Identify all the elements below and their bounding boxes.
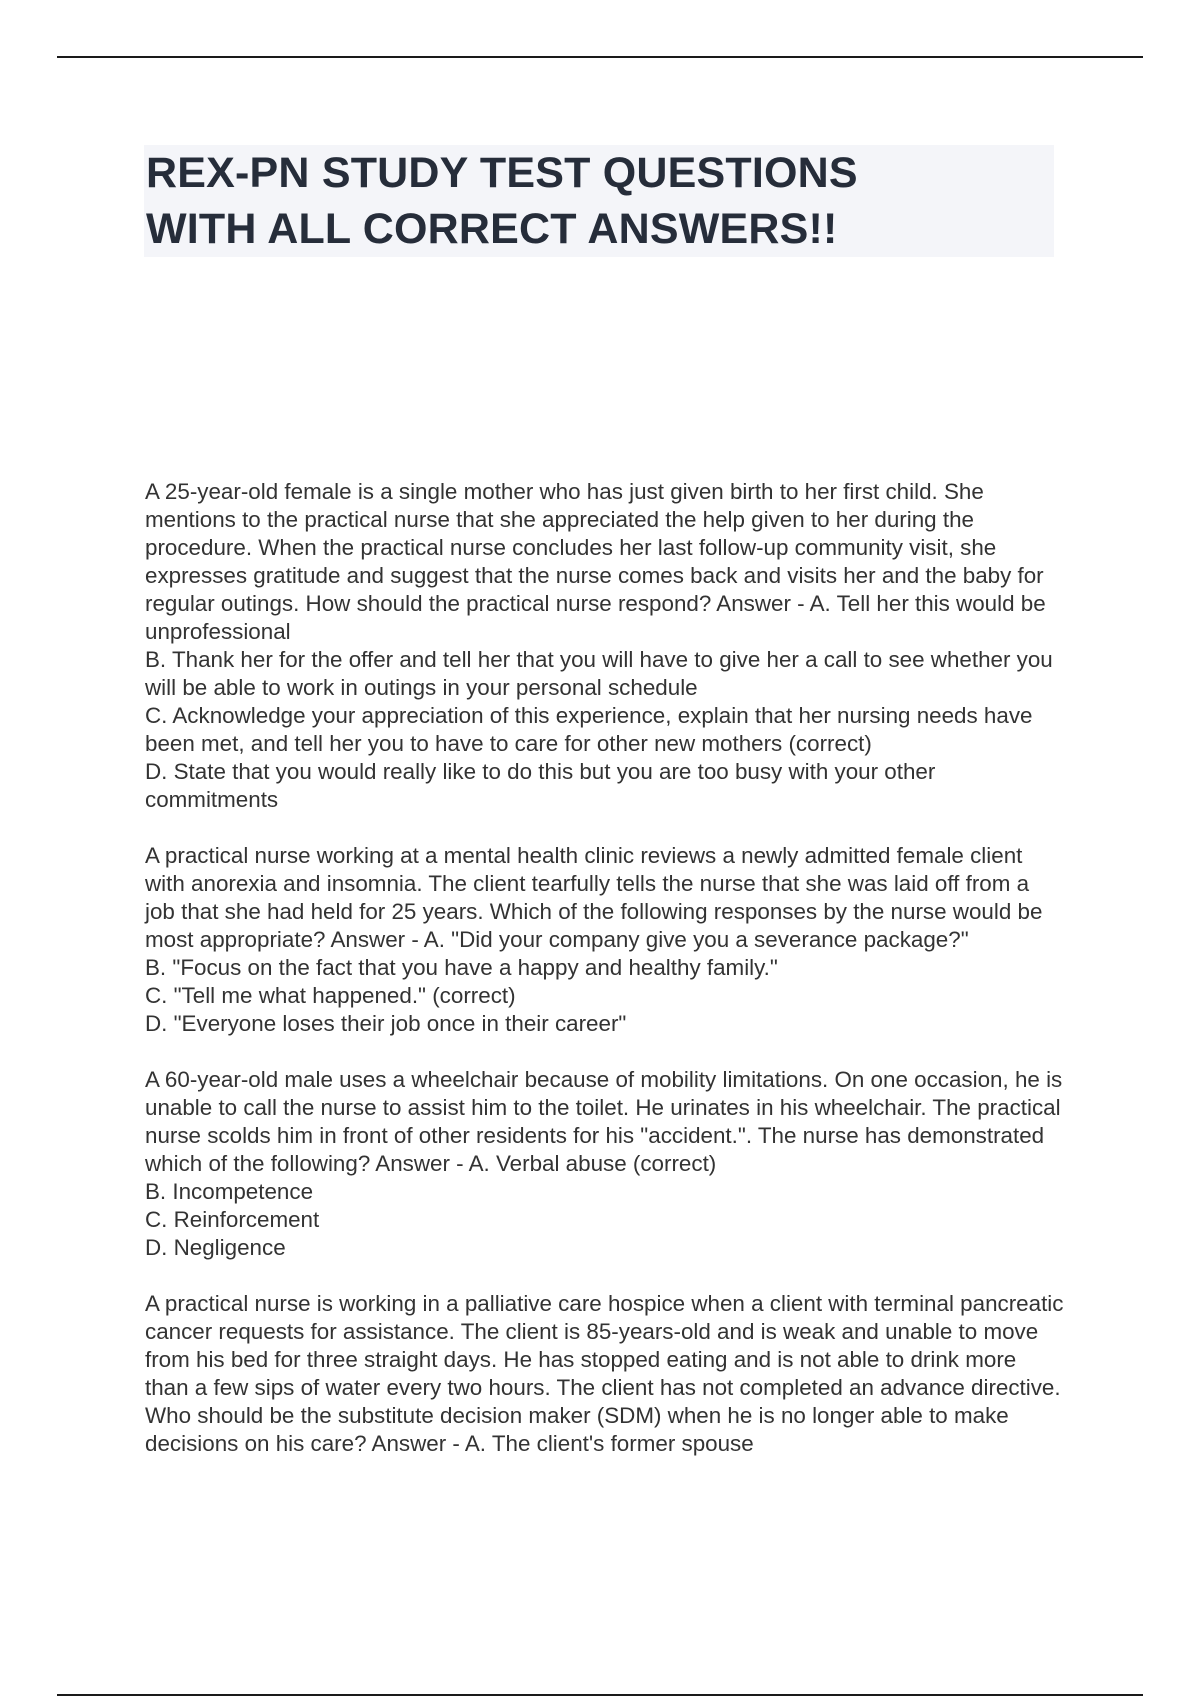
question-item [145, 1066, 1065, 1262]
document-title-line-1: REX-PN STUDY TEST QUESTIONS [146, 149, 858, 197]
answer-option-b: B. Incompetence [145, 1179, 314, 1204]
answer-option-d: D. Negligence [145, 1235, 286, 1260]
question-stem: A 60-year-old male uses a wheelchair because of mobility limitations. On one occasion, he is unable to call the nurse to assist him to the toilet. He urinates in his wheelchair. The practical nurse scolds him in front of other residents for his "accident.". The nurse has demonstrated which of the following? Answer - A. Verbal abuse (correct) [145, 1067, 1063, 1176]
answer-option-b: B. Thank her for the offer and tell her that you will have to give her a call to see whether you will be able to work in outings in your personal schedule [145, 647, 1053, 700]
answer-option-c: C. Reinforcement [145, 1207, 320, 1232]
bottom-divider [57, 1694, 1143, 1696]
answer-option-d: D. State that you would really like to do this but you are too busy with your other commitments [145, 759, 936, 812]
answer-option-c: C. "Tell me what happened." (correct) [145, 983, 516, 1008]
question-item [145, 478, 1065, 814]
top-divider [57, 56, 1143, 58]
question-stem: A practical nurse is working in a palliative care hospice when a client with terminal pancreatic cancer requests for assistance. The client is 85-years-old and is weak and unable to move from his bed for three straight days. He has stopped eating and is not able to drink more than a few sips of water every two hours. The client has not completed an advance directive. Who should be the substitute decision maker (SDM) when he is no longer able to make decisions on his care? Answer - A. The client's former spouse [145, 1291, 1064, 1456]
answer-option-c: C. Acknowledge your appreciation of this experience, explain that her nursing needs have been met, and tell her you to have to care for other new mothers (correct) [145, 703, 1033, 756]
answer-option-d: D. "Everyone loses their job once in their career" [145, 1011, 627, 1036]
question-list [145, 478, 1065, 1486]
document-title-line-2: WITH ALL CORRECT ANSWERS!! [146, 205, 838, 253]
document-title [146, 145, 1046, 257]
answer-option-b: B. "Focus on the fact that you have a happy and healthy family." [145, 955, 778, 980]
question-item [145, 842, 1065, 1038]
question-stem: A practical nurse working at a mental health clinic reviews a newly admitted female client with anorexia and insomnia. The client tearfully tells the nurse that she was laid off from a job that she had held for 25 years. Which of the following responses by the nurse would be most appropriate? Answer - A. "Did your company give you a severance package?" [145, 843, 1043, 952]
question-stem: A 25-year-old female is a single mother who has just given birth to her first child. She mentions to the practical nurse that she appreciated the help given to her during the procedure. When the practical nurse concludes her last follow-up community visit, she expresses gratitude and suggest that the nurse comes back and visits her and the baby for regular outings. How should the practical nurse respond? Answer - A. Tell her this would be unprofessional [145, 479, 1046, 644]
question-item [145, 1290, 1065, 1458]
